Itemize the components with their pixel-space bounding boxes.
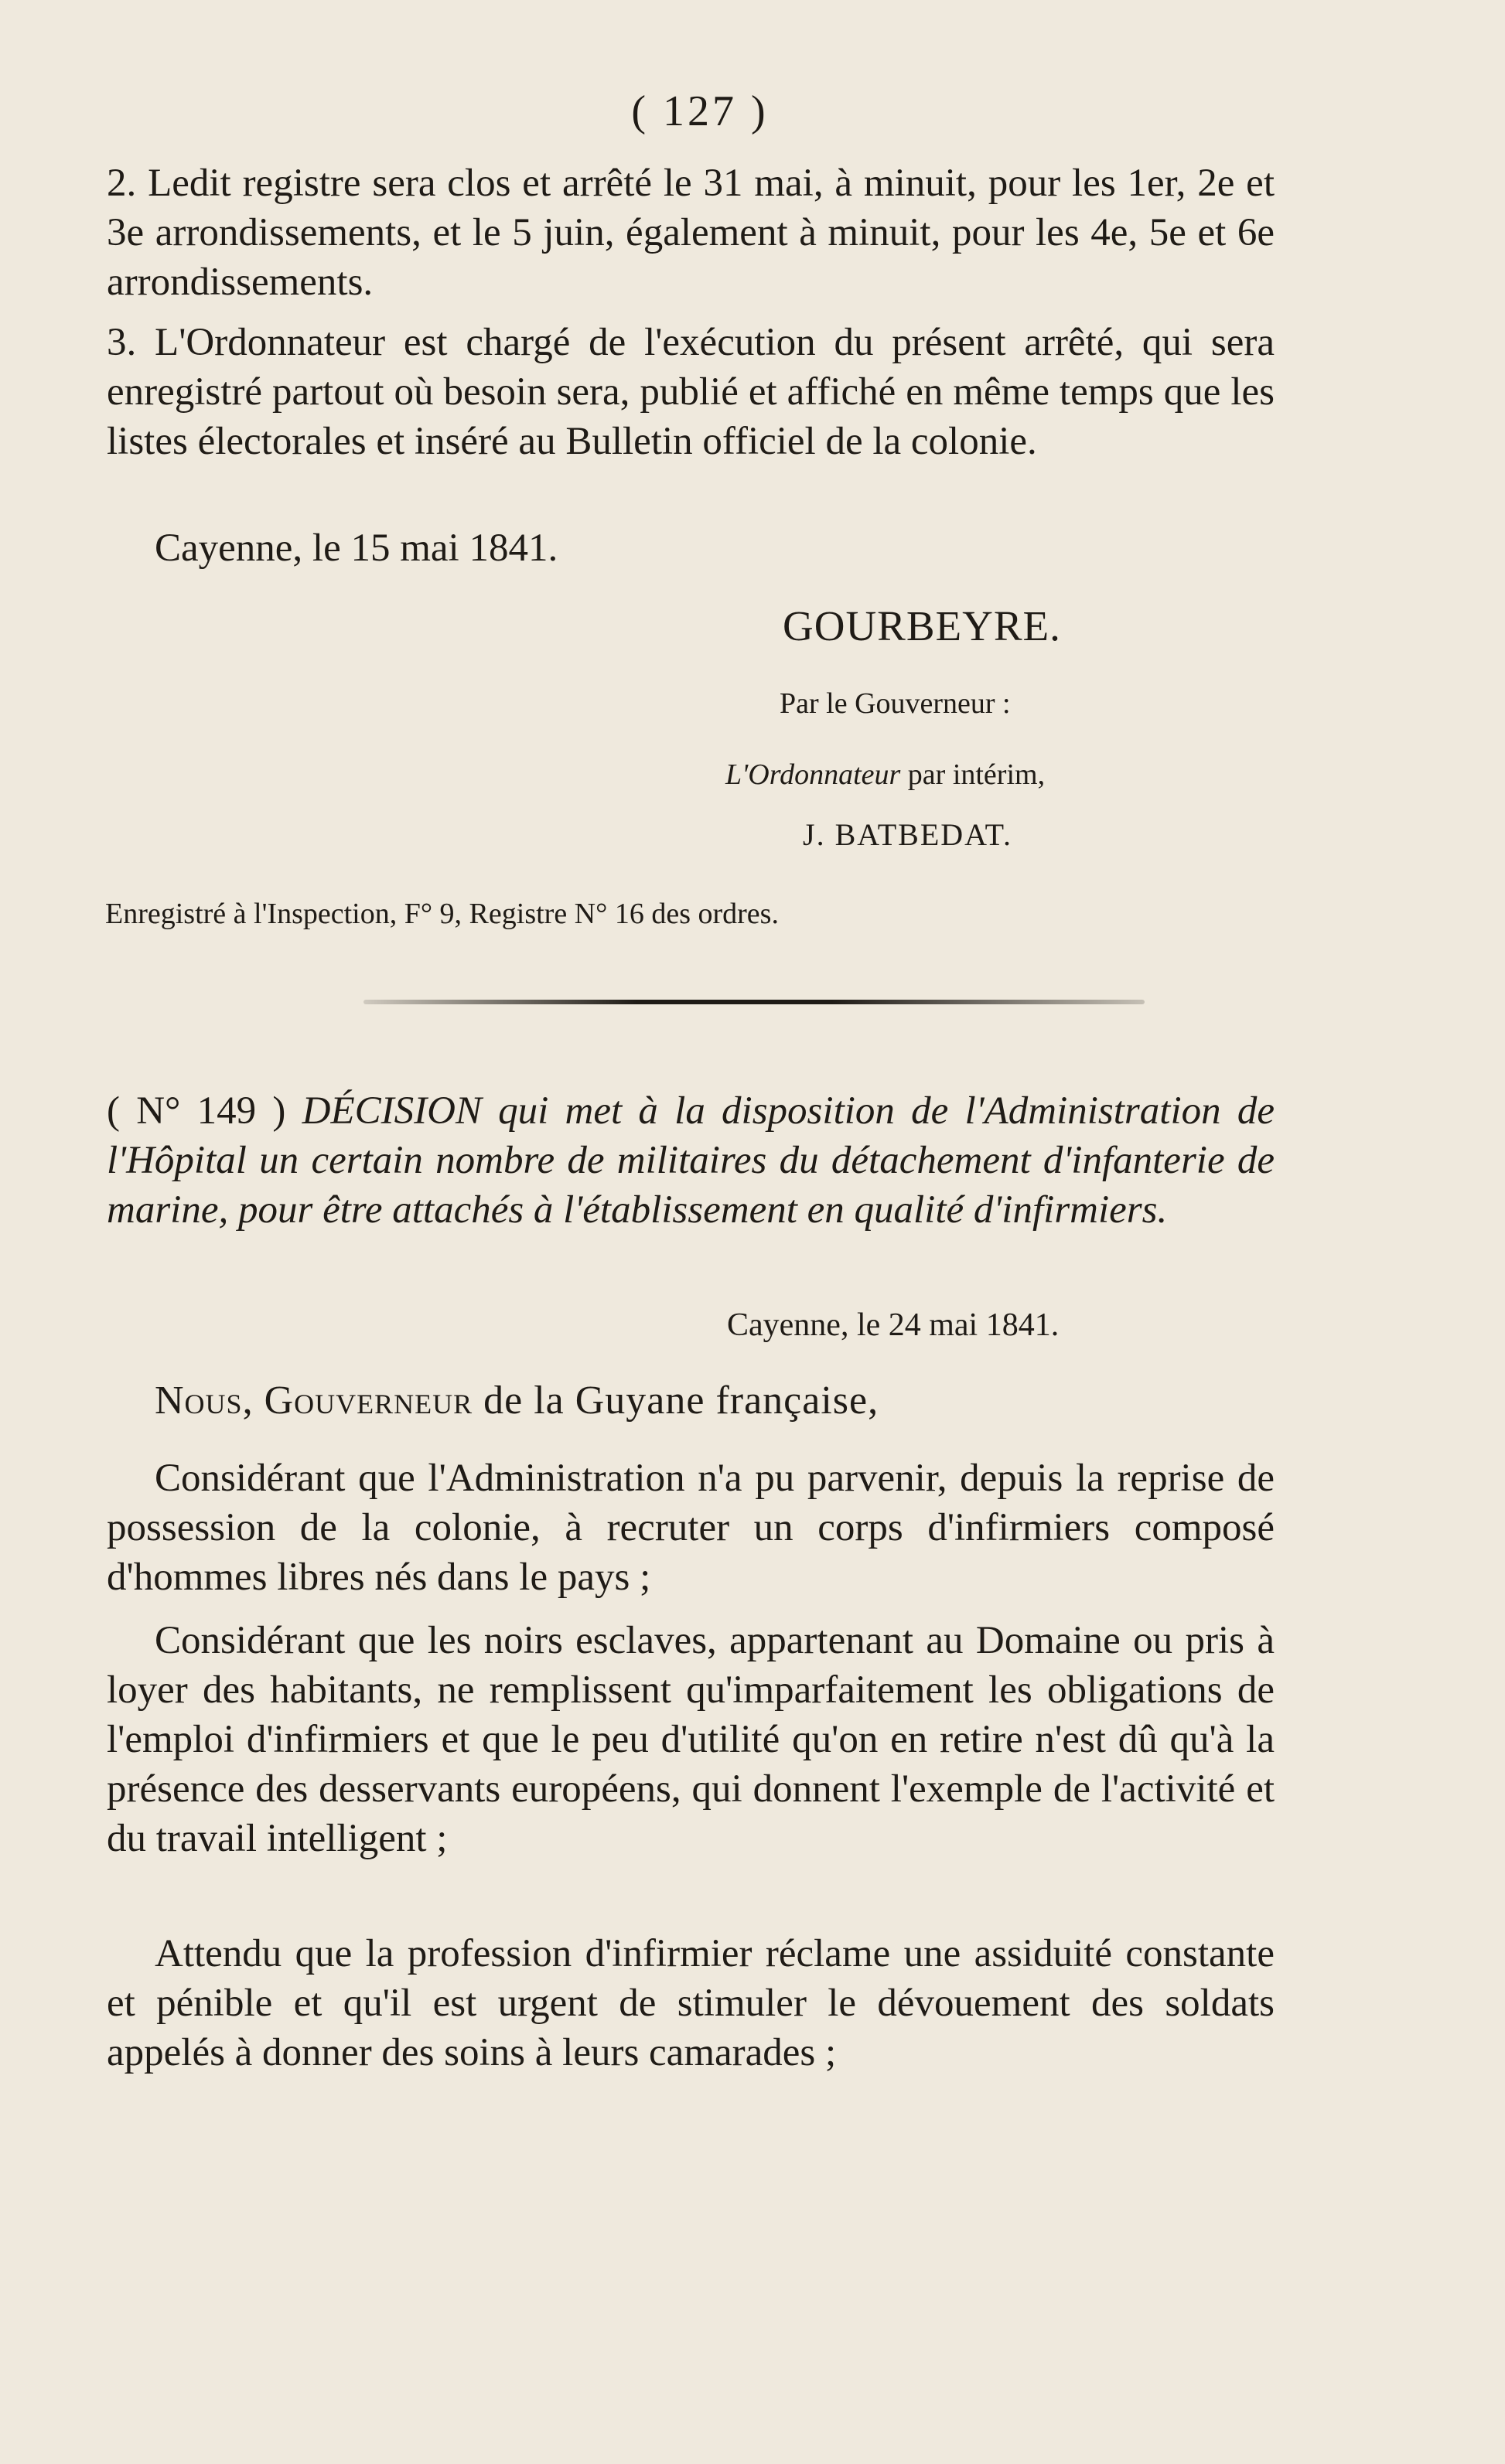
arrete-date: Cayenne, le 15 mai 1841. [155,527,558,570]
governor-signature: GOURBEYRE. [783,602,1061,649]
ordonnateur-title: L'Ordonnateur [725,758,901,791]
article-3-paragraph: 3. L'Ordonnateur est chargé de l'exécution du présent arrêté, qui sera enregistré partout où besoin sera, publié et affiché en même temps que les listes électorales et inséré au Bulletin officiel de la colonie. [107,321,1275,463]
nous-gouverneur-rest: de la Guyane française, [473,1379,879,1423]
considerant-2: Considérant que les noirs esclaves, appartenant au Domaine ou pris à loyer des habitants, ne remplissent qu'imparfaitement les obligations de l'emploi d'infirmiers et que le peu d'utilité qu'on en retire n'est dû qu'à la présence des desservants européens, qui donnent l'exemple de l'activité et du travail intelligent ; [107,1619,1275,1860]
registration-note: Enregistré à l'Inspection, F° 9, Registre N° 16 des ordres. [105,898,779,930]
section-divider [363,1000,1145,1004]
article-2-paragraph: 2. Ledit registre sera clos et arrêté le 31 mai, à minuit, pour les 1er, 2e et 3e arrondissements, et le 5 juin, également à minuit, pour les 4e, 5e et 6e arrondissements. [107,162,1275,304]
decision-date: Cayenne, le 24 mai 1841. [727,1307,1060,1343]
ordonnateur-suffix: par intérim, [900,758,1046,791]
countersignature: J. BATBEDAT. [803,817,1013,852]
nous-gouverneur-line [155,1378,879,1423]
considerant-1: Considérant que l'Administration n'a pu parvenir, depuis la reprise de possession de la colonie, à recruter un corps d'infirmiers composé d'hommes libres nés dans le pays ; [107,1457,1275,1599]
decision-heading [107,1086,1275,1235]
page-number: ( 127 ) [631,87,769,135]
par-le-gouverneur: Par le Gouverneur : [780,687,1011,720]
attendu-paragraph: Attendu que la profession d'infirmier réclame une assiduité constante et pénible et qu'il est urgent de stimuler le dévouement des soldats appelés à donner des soins à leurs camarades ; [107,1932,1275,2074]
ordonnateur-line [725,758,1045,792]
nous-gouverneur-lead: Nous, Gouverneur [155,1379,473,1423]
decision-number: ( N° 149 ) [107,1089,302,1133]
decision-title: DÉCISION qui met à la disposition de l'Administration de l'Hôpital un certain nombre de militaires du détachement d'infanterie de marine, pour être attachés à l'établissement en qualité d'infirmiers. [107,1089,1275,1232]
